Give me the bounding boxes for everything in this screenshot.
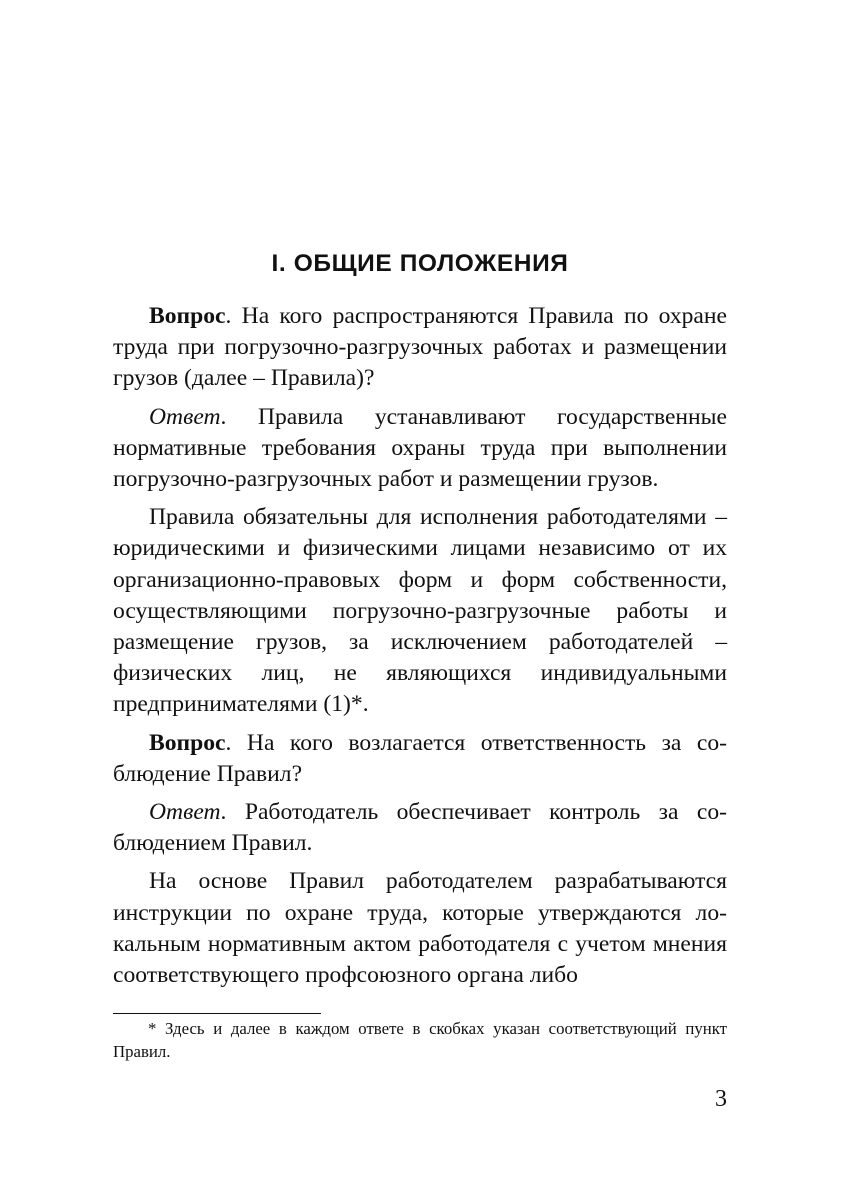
question-paragraph (113, 301, 727, 395)
answer-label: Ответ (149, 799, 221, 826)
section-title: I. ОБЩИЕ ПОЛОЖЕНИЯ (271, 250, 569, 277)
footnote: * Здесь и далее в каждом ответе в скобках указан соответствующий пункт Правил. (113, 1019, 727, 1061)
body-text (113, 301, 727, 998)
answer-paragraph (113, 797, 727, 859)
question-text: . На кого возлагается ответственность за соблюдение Правил? (113, 729, 727, 787)
answer-text: . Работодатель обеспечивает контроль за соблюдением Правил. (113, 799, 727, 857)
answer-text: . Правила устанавливают государственные нормативные требования охраны труда при выполнении погрузочно-разгрузочных работ и размещении грузов. (113, 403, 727, 493)
question-paragraph (113, 728, 727, 790)
question-label: Вопрос (149, 303, 226, 329)
answer-paragraph (113, 402, 727, 496)
body-paragraph: Правила обязательны для исполнения работодателями – юридическими и физическими лицами независимо от их организационно-правовых форм и форм собственности, осуществляющими погрузочно-разгрузочные работы и размещение грузов, за исключением работодателей – физических лиц, не являющихся индивидуальными предпринимателями (1)*. (113, 504, 727, 718)
page-number: 3 (715, 1086, 727, 1112)
question-label: Вопрос (149, 729, 226, 756)
question-text: . На кого распространяются Правила по охране труда при погрузочно-разгрузочных работах и размещении грузов (далее – Правила)? (113, 303, 727, 392)
footnote-divider (113, 1013, 321, 1014)
body-paragraph: На основе Правил работодателем разрабатываются инструкции по охране труда, которые утверждаются локальным нормативным актом работодателя с учетом мнения соответствующего профсоюзного органа либо (113, 868, 727, 989)
answer-label: Ответ (149, 403, 221, 430)
